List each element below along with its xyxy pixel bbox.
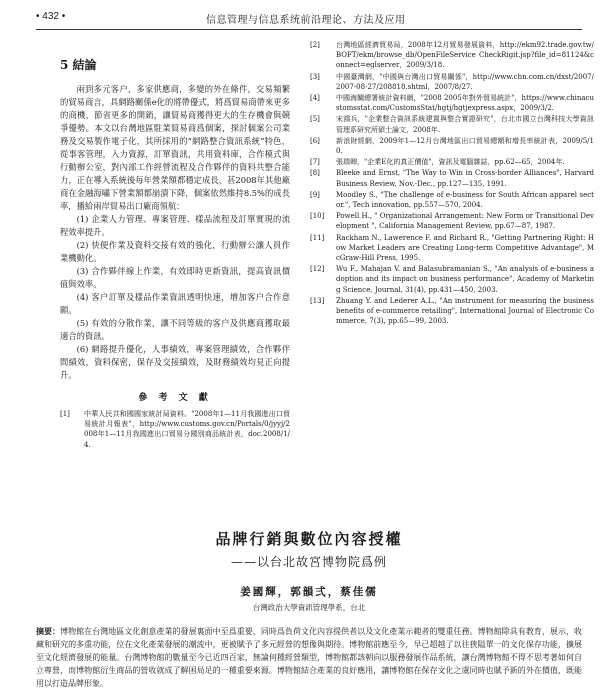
abstract-text: 博物館在台灣地區文化創意產業的發展裏面中至爲重要，同時爲負荷文化內容提供者以及文化產業示範者的雙重任務。博物館除具有教育，展示，收藏和研究的多重功能，位在文化產業發展的潮流中，更被賦予了多元經營的想像與期待。博物館前應至今，早已超越了以往狹隘單一的文化保存功能，擴展至文化經濟發展的能量。台灣博物館的數量至今已近四百家，無論何種經營類型，博物館都該朝向以服務發展作品系統，讓台灣博物館不得不思考著如何自立專營，而博物館衍生商品的營收就成了解困局足的一種重要來源。博物館結合產業的良好應用，讓博物館在保存文化之虞同時也賦予新的外在價值，既能用以打造品牌形象。 xyxy=(36,627,582,688)
article-subtitle: ——以台北故宮博物院爲例 xyxy=(230,555,387,569)
reference-text: Wu F., Mahajan V. and Balasubramanian S., "An analysis of e-business adoption and its impact on business performance", Academy of Marketing Science, Journal, 31(4), pp.431—450, 2003. xyxy=(336,265,594,294)
reference-number: [4] xyxy=(310,94,320,103)
reference-entry xyxy=(310,211,594,231)
reference-entry xyxy=(310,93,594,113)
reference-number: [7] xyxy=(310,158,320,167)
reference-entry xyxy=(310,190,594,210)
reference-text: Rackham N., Lawerence F. and Richard R., "Getting Partnering Right: How Market Leaders are Creating Long-term Competitive Advantage", McGraw-Hill Press, 1995. xyxy=(336,233,594,263)
reference-number: [13] xyxy=(310,296,325,305)
reference-number: [6] xyxy=(310,136,320,145)
reference-number: [9] xyxy=(310,190,320,199)
reference-number: [10] xyxy=(310,212,325,221)
reference-entry xyxy=(310,296,594,327)
reference-entry xyxy=(310,114,594,134)
conclusion-item: (5) 有效的分散作業，讓不同等級的客户及供應商獲取最適合的資訊。 xyxy=(60,318,290,341)
reference-text: 中華人民共和國國家統計局資料。"2008年1—11月我國進出口貿易統計月報表"，http://www.customs.gov.cn/Portals/0/jyyj/2008年1—11月我國進出口貿易分國別商品統計表，doc.2008/1/4. xyxy=(84,410,290,449)
references-title: 參 考 文 獻 xyxy=(138,393,212,403)
reference-number: [11] xyxy=(310,233,325,242)
reference-entry xyxy=(310,72,594,92)
reference-number: [12] xyxy=(310,265,325,274)
reference-text: Powell H., " Organizational Arrangement: New Form or Transitional Development ", California Management Review, pp.67—87, 1987. xyxy=(336,212,595,231)
page-header xyxy=(36,8,582,30)
right-column xyxy=(310,40,594,327)
article-heading xyxy=(36,528,582,613)
reference-text: Moodley S., "The challenge of e-business for South African apparel sector.", Tech innovation, pp.557—570, 2004. xyxy=(336,190,594,210)
reference-entry xyxy=(310,136,594,156)
reference-entry xyxy=(310,157,594,167)
reference-entry xyxy=(310,168,594,188)
conclusion-item: (4) 客户訂單及樣品作業資訊透明快速，增加客户合作意願。 xyxy=(60,292,290,315)
abstract-label: 摘要： xyxy=(36,626,61,636)
article-affiliation: 台灣政治大學資訊管理學系，台北 xyxy=(252,603,366,612)
reference-number: [1] xyxy=(60,410,70,418)
conclusion-item: (3) 合作夥伴線上作業，有效即時更新資訊，提高資訊價值與效率。 xyxy=(60,266,290,289)
article-title: 品牌行銷與數位內容授權 xyxy=(215,530,403,548)
reference-text: 中國臺灣網，"中國與台灣出口貿易關係"，http://www.chn.com.cn/dxst/2007/2007-08-27/208818.shtml，2007/8/27. xyxy=(336,72,594,91)
reference-number: [8] xyxy=(310,169,320,178)
reference-entry xyxy=(60,409,290,450)
reference-number: [2] xyxy=(310,41,320,49)
conclusion-item: (2) 快便作業及資料交接有效的強化，行動辦公讓人員作業機動化。 xyxy=(60,240,290,263)
reference-text: 新浪財經網，2009年1—12月台灣地區出口貿易總額和增長率統計表，2009/5/10. xyxy=(336,136,594,156)
conclusion-item: (6) 網路提升優化，人事績效，專案管理績效，合作夥伴間績效，資料保密，保存及交接績效，及財務績效均見正向提升。 xyxy=(60,344,290,380)
reference-text: Bleeke and Ernst, "The Way to Win in Cross-border Alliances", Harvard Business Review, Nov.-Dec., pp.127—135, 1991. xyxy=(336,169,594,188)
conclusion-paragraph: 兩到多元客户，多家供應商，多變的外在條件，交易頻繁的貿易商言，具網路關係e化的將帶優式，將爲貿易商帶來更多的商機，節省更多的開銷，讓貿易商獲得更大的生存機會與競爭優勢。本文以台灣地區駐業貿易商爲個案，探討個案公司業務及交易製作電子化，其所採用的“網路整合資訊系統”特色，從事客管理，入力資源，訂單資訊，共用資料庫，合作模式與行動辦公室，對內部工作經營流程及合作夥伴的資料共整合能力，正在導入系統後每年營業額都穩定成長，甚2008年其他廠商在金融海嘯下營業額都崩潰下降，個案依然維持8.5%的成長率，播給兩岸貿易出口廠商領航： xyxy=(60,84,290,211)
reference-entry xyxy=(310,233,594,264)
reference-number: [5] xyxy=(310,115,320,124)
conclusion-item: (1) 企業人力管理、專案管理、樣品流程及訂單實現的流程效率提升。 xyxy=(60,214,290,237)
reference-entry xyxy=(310,264,594,295)
section-title: 5 結論 xyxy=(60,58,97,72)
reference-text: 宋鴻兵，"企業整合資訊系統建置與整合實證研究"，台北市國立台灣科技大學資訊管理系研究所碩士論文，2008年. xyxy=(336,115,594,134)
reference-number: [3] xyxy=(310,72,320,81)
article-abstract xyxy=(36,625,582,690)
reference-text: Zhuang Y. and Lederer A.L., "An instrument for measuring the business benefits of e-commerce retailing", International Journal of Electronic Commerce, 7(3), pp.65—99, 2003. xyxy=(336,296,594,326)
left-column xyxy=(60,56,290,451)
page-number: • 432 • xyxy=(36,11,66,22)
reference-text: 台灣地區經濟貿易局，2008年12月貿易發展資料，http://ekm92.trade.gov.tw/BOFT/ekm/browse_db/OpenFileService CheckRigit.jsp?file_id=81124&connect=eglserver，2009/3/18. xyxy=(336,41,594,70)
article-authors: 姜國輝，郭韻弍，蔡佳儒 xyxy=(240,586,378,598)
reference-entry xyxy=(310,40,594,71)
reference-text: 張瑞卿，"企業E化的真正價值"，資訊及電腦雜誌，pp.62—65，2004年. xyxy=(336,158,565,167)
reference-text: 中國海關總署統計資料網，"2008 2005年對外貿易統計"，https://www.chinacustomsstat.com/CustomsStat/hgtj/hgtjexpress.aspx，2009/3/2. xyxy=(336,94,594,113)
running-title: 信息管理与信息系统前沿理论、方法及应用 xyxy=(206,15,406,26)
